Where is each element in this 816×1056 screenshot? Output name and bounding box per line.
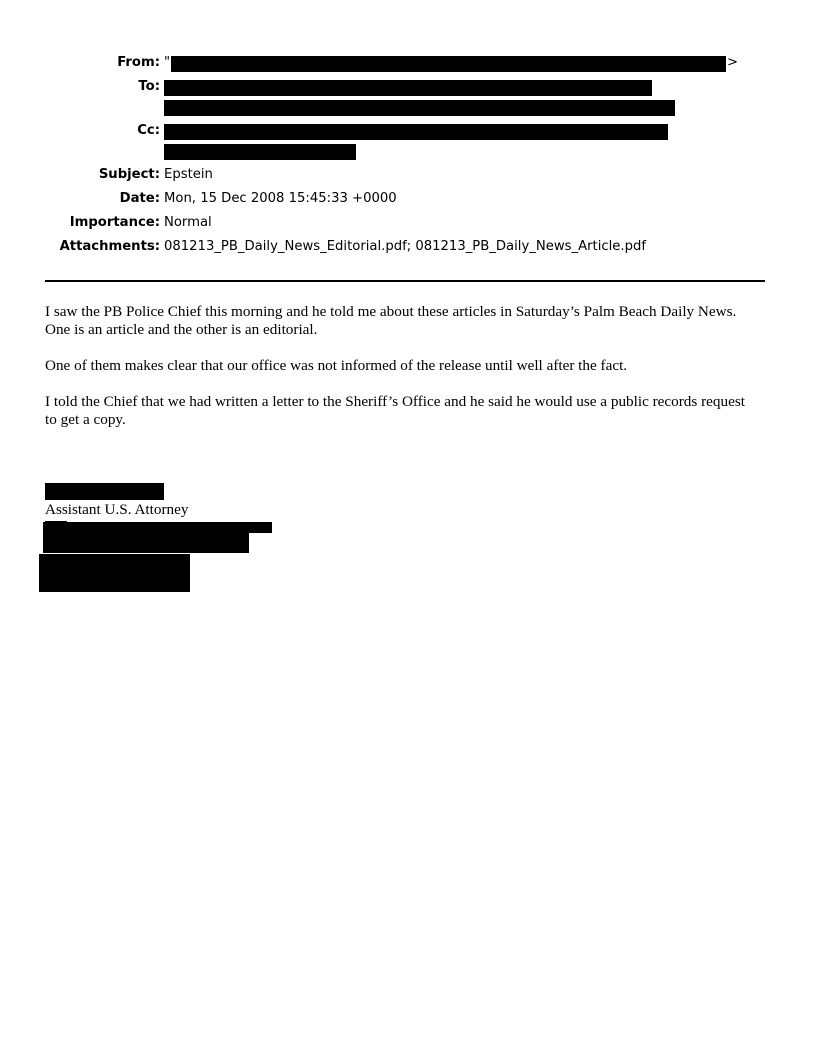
subject-label: Subject: — [98, 167, 160, 182]
importance-value: Normal — [164, 215, 212, 230]
from-open-quote: " — [164, 55, 171, 70]
from-redaction — [171, 56, 726, 72]
attachments-value[interactable]: 081213_PB_Daily_News_Editorial.pdf; 081213_PB_Daily_News_Article.pdf — [164, 239, 646, 254]
subject-value: Epstein — [164, 167, 213, 182]
from-label: From: — [117, 55, 160, 70]
cc-label: Cc: — [137, 123, 160, 138]
signature-redaction-line-2 — [43, 530, 249, 553]
to-redaction-2 — [164, 100, 675, 116]
to-label: To: — [138, 79, 160, 94]
from-close-bracket: > — [727, 55, 739, 70]
body-paragraph-2: One of them makes clear that our office was not informed of the release until well after the fact. — [45, 357, 628, 374]
importance-label: Importance: — [69, 215, 160, 230]
date-value: Mon, 15 Dec 2008 15:45:33 +0000 — [164, 191, 397, 206]
body-paragraph-1: I saw the PB Police Chief this morning and he told me about these articles in Saturday’s Palm Beach Daily News. One is an article and the other is an editorial. — [45, 303, 737, 338]
cc-redaction-1 — [164, 124, 668, 140]
to-redaction-1 — [164, 80, 652, 96]
cc-redaction-2 — [164, 144, 356, 160]
attachments-label: Attachments: — [59, 239, 160, 254]
signature-title: Assistant U.S. Attorney — [45, 501, 189, 518]
date-label: Date: — [119, 191, 160, 206]
signature-name-redaction — [45, 483, 164, 500]
signature-redaction-line-3 — [39, 554, 190, 592]
header-divider — [45, 280, 765, 282]
body-paragraph-3: I told the Chief that we had written a letter to the Sheriff’s Office and he said he would use a public records request to get a copy. — [45, 393, 745, 428]
